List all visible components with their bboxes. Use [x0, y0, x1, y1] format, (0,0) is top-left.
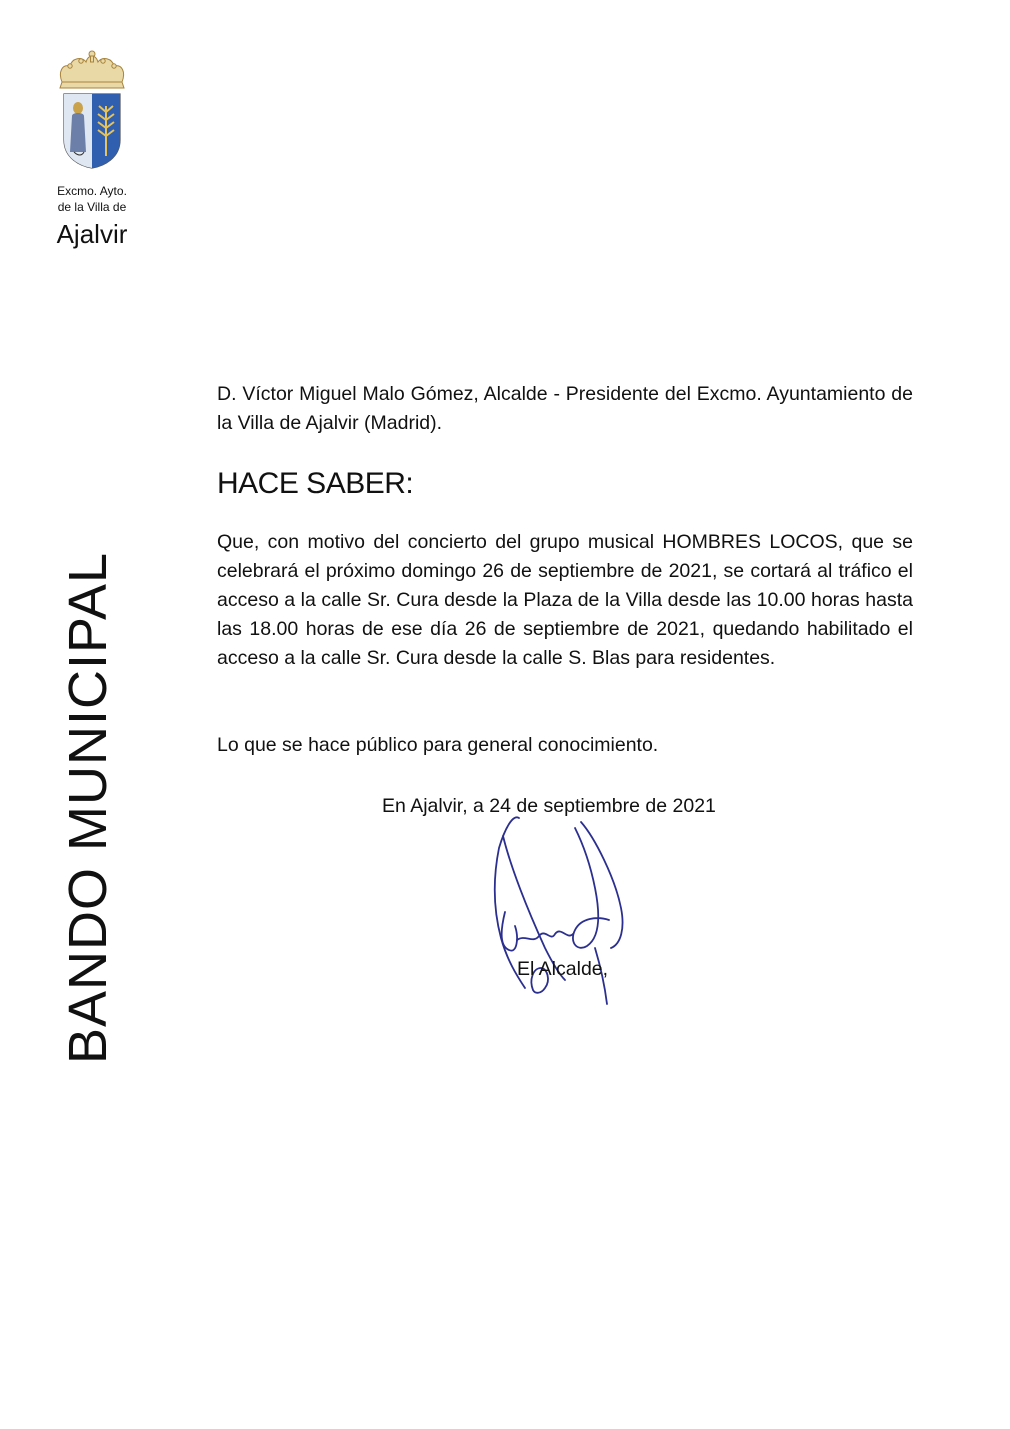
- heading: HACE SABER:: [217, 467, 414, 500]
- closing-paragraph: Lo que se hace público para general conocimiento.: [217, 734, 659, 756]
- body-paragraph: Que, con motivo del concierto del grupo musical HOMBRES LOCOS, que se celebrará el próximo domingo 26 de septiembre de 2021, se cortará al tráfico el acceso a la calle Sr. Cura desde la Plaza de la Villa desde las 10.00 horas hasta las 18.00 horas de ese día 26 de septiembre de 2021, quedando habilitado el acceso a la calle Sr. Cura desde la calle S. Blas para residentes.: [217, 531, 913, 669]
- side-title-text: BANDO MUNICIPAL: [58, 551, 118, 1065]
- coat-of-arms-icon: [52, 48, 132, 173]
- signer-title: El Alcalde,: [517, 958, 609, 980]
- signature-icon: [455, 808, 665, 1028]
- letterhead-line-1: Excmo. Ayto.: [57, 184, 127, 198]
- intro-paragraph: D. Víctor Miguel Malo Gómez, Alcalde - Presidente del Excmo. Ayuntamiento de la Villa de Ajalvir (Madrid).: [217, 383, 913, 434]
- date-line: En Ajalvir, a 24 de septiembre de 2021: [382, 795, 716, 817]
- letterhead-line-2: de la Villa de: [57, 200, 127, 214]
- letterhead-name: Ajalvir: [56, 219, 128, 249]
